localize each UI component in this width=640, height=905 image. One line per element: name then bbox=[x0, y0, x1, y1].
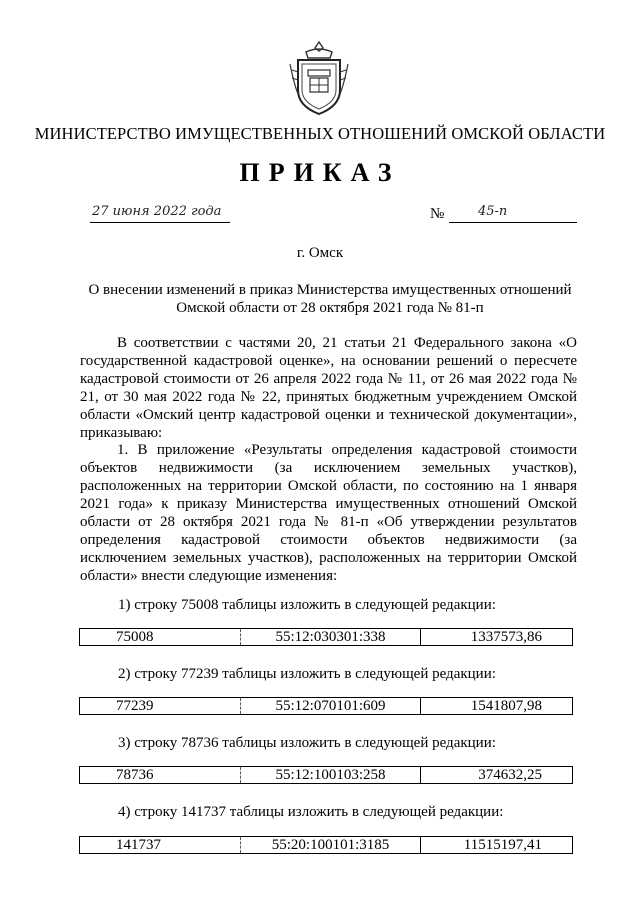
table-row bbox=[79, 836, 573, 854]
cadastral-number-cell: 55:12:100103:258 bbox=[241, 767, 421, 783]
number-underline bbox=[449, 204, 577, 223]
row-number-cell: 78736 bbox=[80, 767, 241, 783]
cadastral-number-cell: 55:12:070101:609 bbox=[241, 698, 421, 714]
number-label: № bbox=[430, 206, 445, 222]
document-body bbox=[80, 335, 577, 586]
omsk-coat-of-arms-icon bbox=[288, 40, 350, 118]
clause-1-paragraph: 1. В приложение «Результаты определения кадастровой стоимости объектов недвижимости (за исключением земельных участков), расположенных на территории Омской области, по состоянию на 1 января 2021 года» к приказу Министерства имущественных отношений Омской области от 28 октября 2021 года № 81-п «Об утверждении результатов определения кадастровой стоимости объектов недвижимости (за исключением земельных участков), расположенных на территории Омской области» внести следующие изменения: bbox=[80, 442, 577, 584]
preamble-paragraph: В соответствии с частями 20, 21 статьи 21 Федерального закона «О государственной кадастровой оценке», на основании решений о пересчете кадастровой стоимости от 26 апреля 2022 года № 11, от 26 мая 2022 года № 21, от 30 мая 2022 года № 22, принятых бюджетным учреждением Омской области «Омский центр кадастровой оценки и технической документации», приказываю: bbox=[80, 335, 577, 441]
row-number-cell: 75008 bbox=[80, 629, 241, 645]
cadastral-value-cell: 374632,25 bbox=[478, 767, 542, 783]
handwritten-number: 45-п bbox=[478, 204, 508, 219]
city: г. Омск bbox=[296, 245, 344, 261]
document-subject: О внесении изменений в приказ Министерства имущественных отношений Омской области от 28 октября 2021 года № 81-п bbox=[88, 282, 572, 316]
item-3-label: 3) строку 78736 таблицы изложить в следующей редакции: bbox=[118, 735, 496, 751]
table-row bbox=[79, 628, 573, 646]
item-4-label: 4) строку 141737 таблицы изложить в следующей редакции: bbox=[118, 804, 504, 820]
document-type: ПРИКАЗ bbox=[239, 158, 401, 187]
cadastral-value-cell: 1541807,98 bbox=[470, 698, 542, 714]
item-2-label: 2) строку 77239 таблицы изложить в следующей редакции: bbox=[118, 666, 496, 682]
handwritten-date: 27 июня 2022 года bbox=[92, 204, 222, 219]
ministry-name: МИНИСТЕРСТВО ИМУЩЕСТВЕННЫХ ОТНОШЕНИЙ ОМСКОЙ ОБЛАСТИ bbox=[34, 124, 606, 143]
table-row bbox=[79, 697, 573, 715]
cadastral-number-cell: 55:12:030301:338 bbox=[241, 629, 421, 645]
table-row bbox=[79, 766, 573, 784]
cadastral-value-cell: 1337573,86 bbox=[470, 629, 542, 645]
cadastral-value-cell: 11515197,41 bbox=[463, 837, 542, 853]
row-number-cell: 77239 bbox=[80, 698, 241, 714]
row-number-cell: 141737 bbox=[80, 837, 241, 853]
cadastral-number-cell: 55:20:100101:3185 bbox=[241, 837, 421, 853]
item-1-label: 1) строку 75008 таблицы изложить в следующей редакции: bbox=[118, 597, 496, 613]
